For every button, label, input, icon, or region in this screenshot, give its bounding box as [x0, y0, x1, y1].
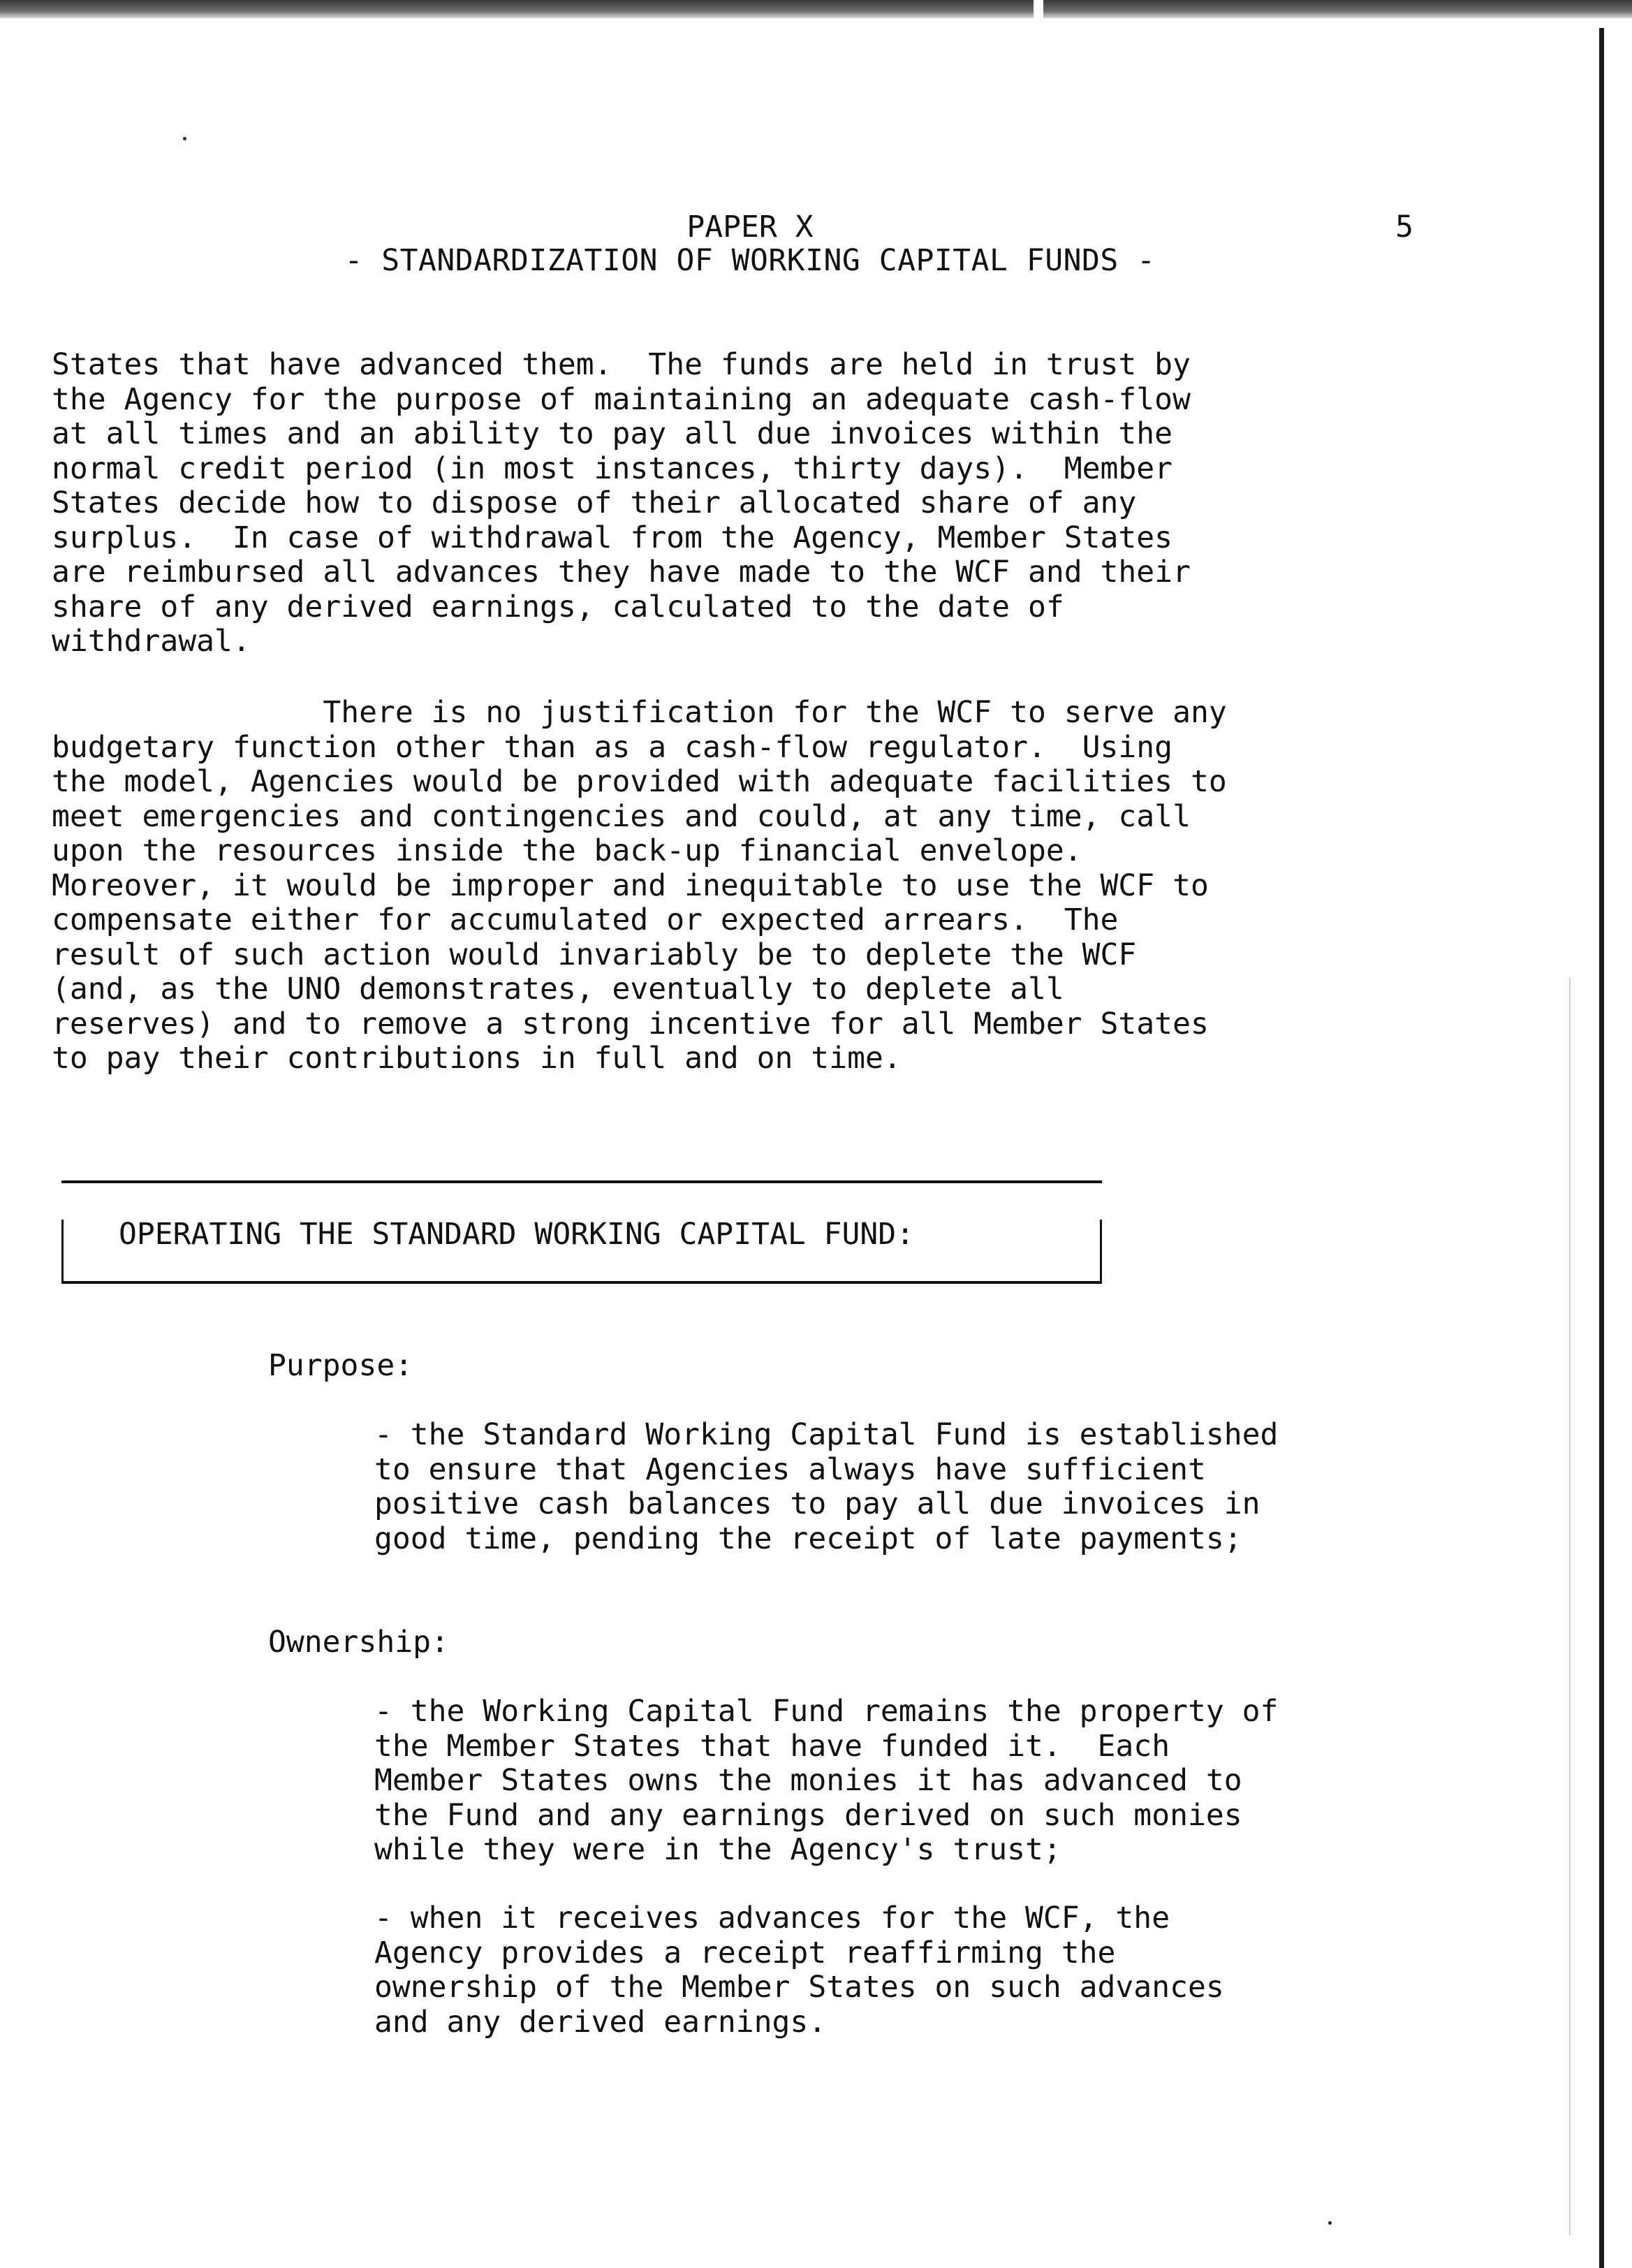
section-heading-box [61, 1180, 1102, 1284]
page-number: 5 [1395, 210, 1413, 244]
ownership-bullet-2: - when it receives advances for the WCF, the Agency provides a receipt reaffirming the ownership of the Member States on such advances and any derived earnings. [374, 1901, 1224, 2040]
paper-title: PAPER X [686, 210, 814, 244]
scan-right-edge [1599, 28, 1604, 2268]
box-right-border [1100, 1220, 1102, 1284]
scan-top-edge [0, 0, 1632, 18]
paragraph-1: States that have advanced them. The funds are held in trust by the Agency for the purpose of maintaining an adequate cash-flow at all times and an ability to pay all due invoices within the normal credit period (in most instances, thirty days). Member States decide how to dispose of their allocated share of any surplus. In case of withdrawal from the Agency, Member States are reimbursed all advances they have made to the WCF and their share of any derived earnings, calculated to the date of withdrawal. [52, 347, 1191, 659]
purpose-bullet: - the Standard Working Capital Fund is established to ensure that Agencies always have sufficient positive cash balances to pay all due invoices in good time, pending the receipt of late payments; [374, 1417, 1279, 1556]
ownership-bullet-1: - the Working Capital Fund remains the property of the Member States that have funded it. Each Member States owns the monies it has advanced to the Fund and any earnings derived on such monies while they were in the Agency's trust; [374, 1694, 1279, 1867]
paper-subtitle: - STANDARDIZATION OF WORKING CAPITAL FUNDS - [344, 243, 1156, 278]
scan-right-shadow [1569, 978, 1571, 2235]
scan-top-gap [1034, 0, 1043, 18]
box-left-border [61, 1220, 64, 1284]
scan-speck [183, 137, 186, 140]
purpose-heading: Purpose: [268, 1348, 413, 1383]
ownership-heading: Ownership: [268, 1625, 449, 1660]
scan-speck [1328, 2221, 1332, 2225]
section-heading: OPERATING THE STANDARD WORKING CAPITAL FUND: [119, 1217, 915, 1252]
paragraph-2: There is no justification for the WCF to serve any budgetary function other than as a cash-flow regulator. Using the model, Agencies would be provided with adequate facilities to meet emergencies and contingencies and could, at any time, call upon the resources inside the back-up financial envelope. Moreover, it would be improper and inequitable to use the WCF to compensate either for accumulated or expected arrears. The result of such action would invariably be to deplete the WCF (and, as the UNO demonstrates, eventually to deplete all reserves) and to remove a strong incentive for all Member States to pay their contributions in full and on time. [52, 695, 1227, 1076]
